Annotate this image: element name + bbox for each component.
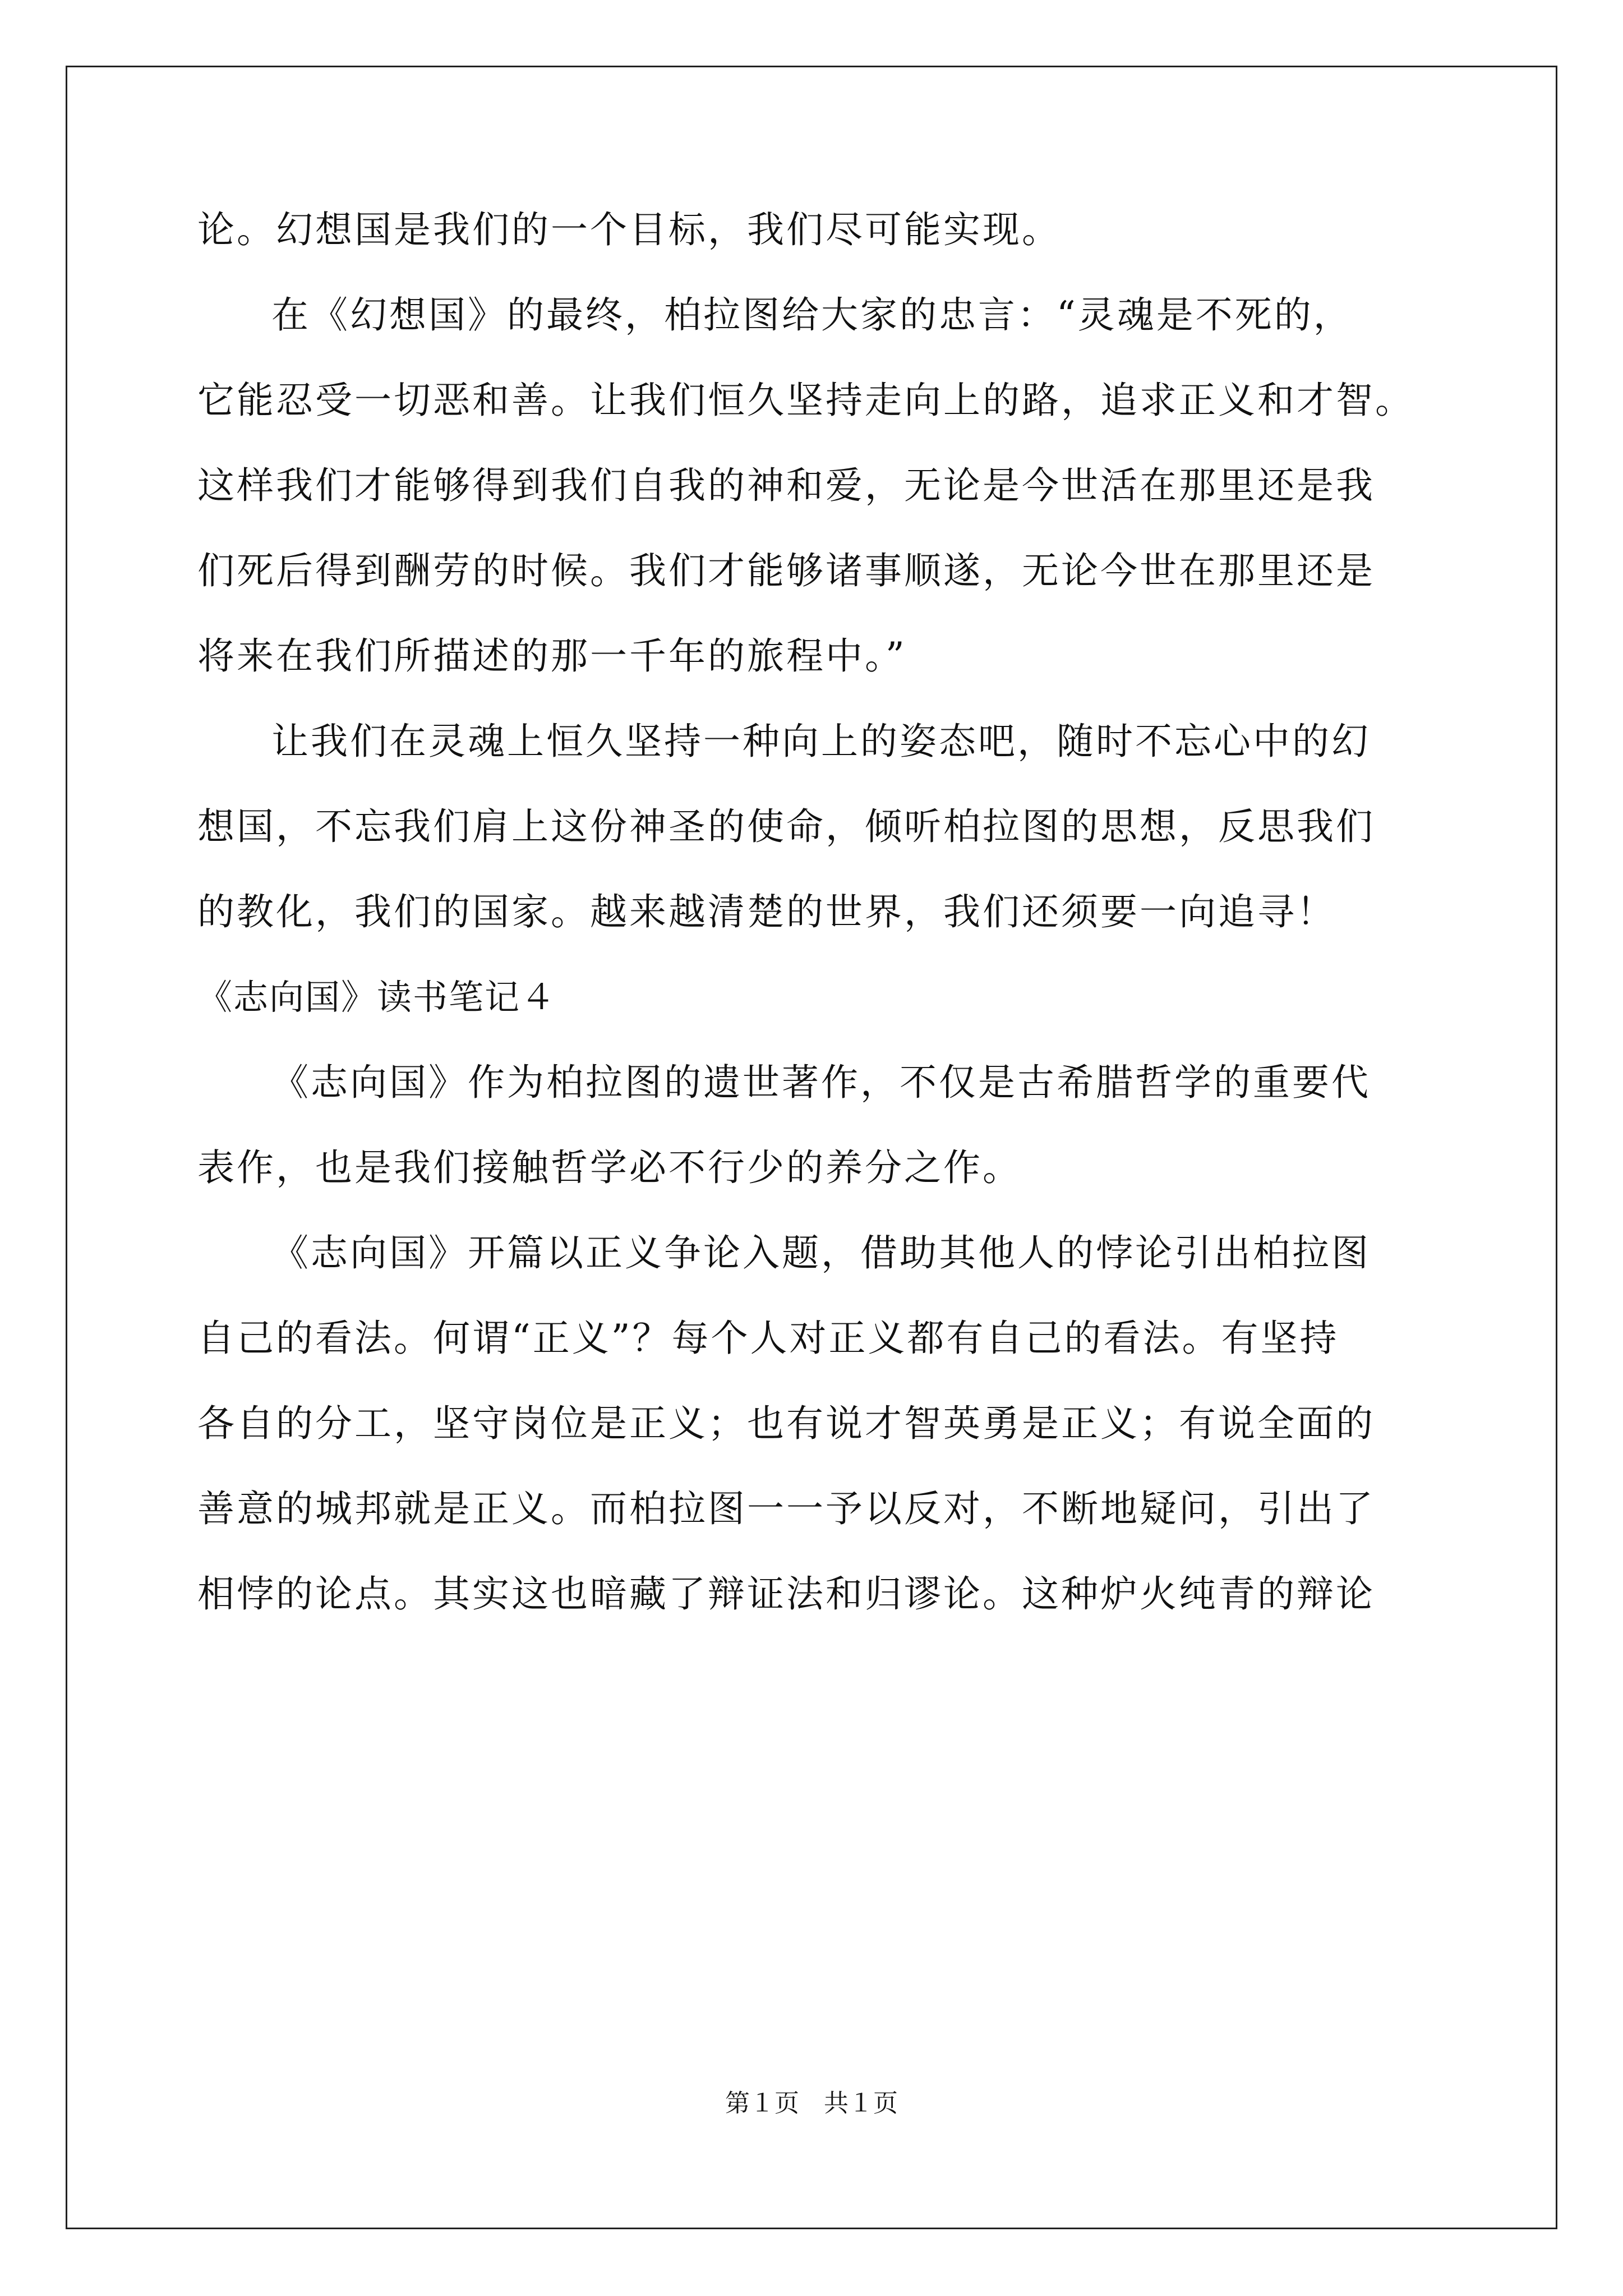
text-line: 在《幻想国》的最终，柏拉图给大家的忠言：“灵魂是不死的，: [271, 293, 1353, 337]
section-heading: 《志向国》读书笔记４: [197, 977, 557, 1018]
text-line: 善意的城邦就是正义。而柏拉图一一予以反对，不断地疑问，引出了: [197, 1487, 1375, 1530]
text-line: 们死后得到酬劳的时候。我们才能够诸事顺遂，无论今世在那里还是: [197, 549, 1375, 592]
text-line: 论。幻想国是我们的一个目标，我们尽可能实现。: [197, 208, 1061, 251]
text-line: 这样我们才能够得到我们自我的神和爱，无论是今世活在那里还是我: [197, 464, 1375, 507]
text-line: 各自的分工，坚守岗位是正义；也有说才智英勇是正义；有说全面的: [197, 1402, 1375, 1445]
text-line: 将来在我们所描述的那一千年的旅程中。”: [197, 634, 907, 678]
text-line: 的教化，我们的国家。越来越清楚的世界，我们还须要一向追寻！: [197, 890, 1336, 933]
text-line: 相悖的论点。其实这也暗藏了辩证法和归谬论。这种炉火纯青的辩论: [197, 1572, 1375, 1616]
text-line: 让我们在灵魂上恒久坚持一种向上的姿态吧，随时不忘心中的幻: [271, 720, 1371, 763]
text-line: 表作，也是我们接触哲学必不行少的养分之作。: [197, 1146, 1022, 1189]
text-line: 《志向国》作为柏拉图的遗世著作，不仅是古希腊哲学的重要代: [271, 1061, 1371, 1104]
text-line: 它能忍受一切恶和善。让我们恒久坚持走向上的路，追求正义和才智。: [197, 379, 1414, 422]
text-line: 《志向国》开篇以正义争论入题，借助其他人的悖论引出柏拉图: [271, 1231, 1371, 1274]
text-line: 想国，不忘我们肩上这份神圣的使命，倾听柏拉图的思想，反思我们: [197, 805, 1375, 848]
text-line: 自己的看法。何谓“正义”？每个人对正义都有自己的看法。有坚持: [197, 1317, 1339, 1360]
page-footer: 第１页 共１页: [725, 2089, 898, 2118]
